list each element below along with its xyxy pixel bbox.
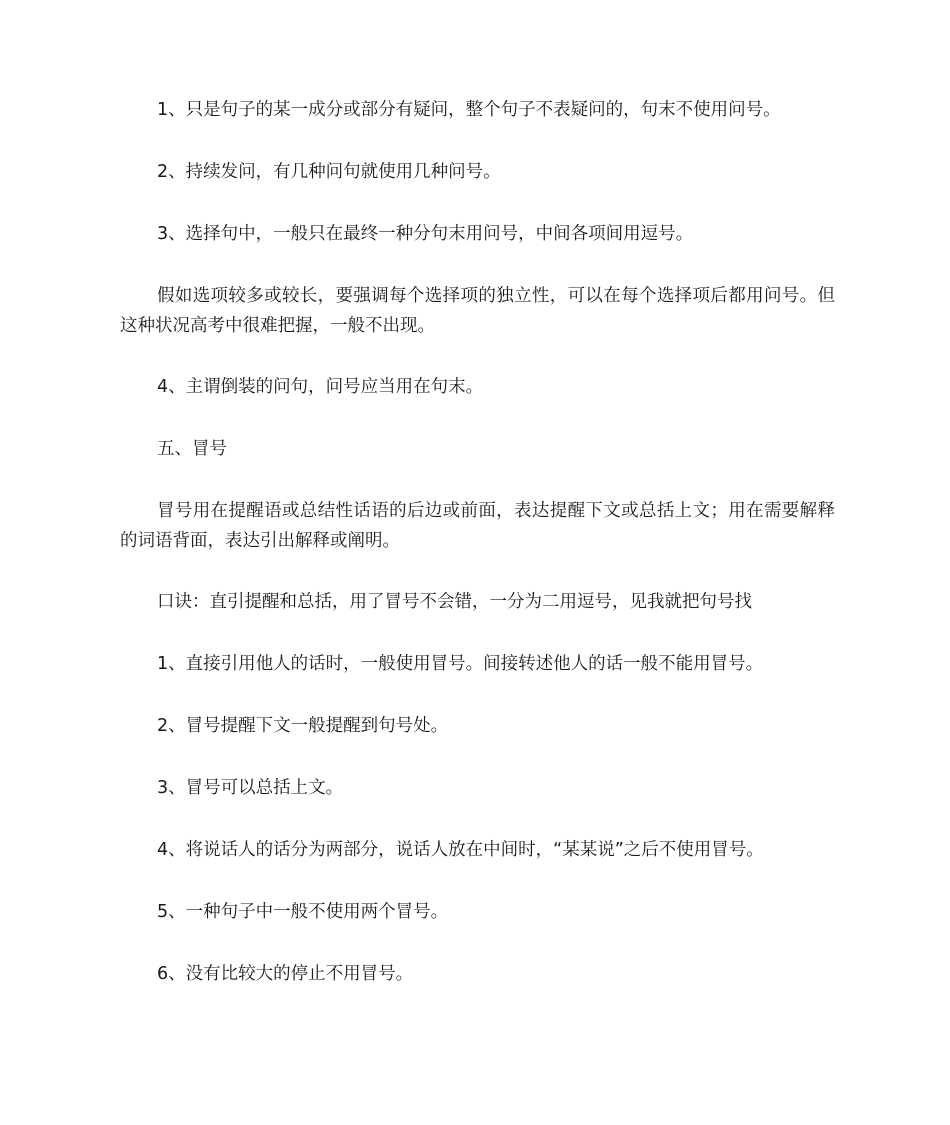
paragraph-colon-definition: 冒号用在提醒语或总结性话语的后边或前面，表达提醒下文或总括上文；用在需要解释的词语背面，表达引出解释或阐明。: [120, 501, 835, 551]
paragraph-colon-rule-5: 5、一种句子中一般不使用两个冒号。: [157, 902, 449, 922]
paragraph-question-rule-4: 4、主谓倒装的问句，问号应当用在句末。: [157, 377, 484, 397]
paragraph-question-rule-1: 1、只是句子的某一成分或部分有疑问，整个句子不表疑问的，句末不使用问号。: [157, 100, 781, 120]
document-body: [120, 95, 835, 1021]
paragraph-colon-mnemonic: 口诀：直引提醒和总括，用了冒号不会错，一分为二用逗号，见我就把句号找: [157, 592, 752, 612]
section-heading-colon: 五、冒号: [157, 439, 227, 459]
paragraph-question-rule-3: 3、选择句中，一般只在最终一种分句末用问号，中间各项间用逗号。: [157, 224, 694, 244]
paragraph-colon-rule-6: 6、没有比较大的停止不用冒号。: [157, 964, 414, 984]
paragraph-colon-rule-3: 3、冒号可以总括上文。: [157, 778, 344, 798]
paragraph-colon-rule-1: 1、直接引用他人的话时，一般使用冒号。间接转述他人的话一般不能用冒号。: [157, 654, 764, 674]
paragraph-colon-rule-4: 4、将说话人的话分为两部分，说话人放在中间时，“某某说”之后不使用冒号。: [157, 840, 764, 860]
paragraph-question-rule-3-note: 假如选项较多或较长，要强调每个选择项的独立性，可以在每个选择项后都用问号。但这种状况高考中很难把握，一般不出现。: [120, 286, 835, 336]
paragraph-colon-rule-2: 2、冒号提醒下文一般提醒到句号处。: [157, 716, 449, 736]
paragraph-question-rule-2: 2、持续发问，有几种问句就使用几种问号。: [157, 162, 501, 182]
